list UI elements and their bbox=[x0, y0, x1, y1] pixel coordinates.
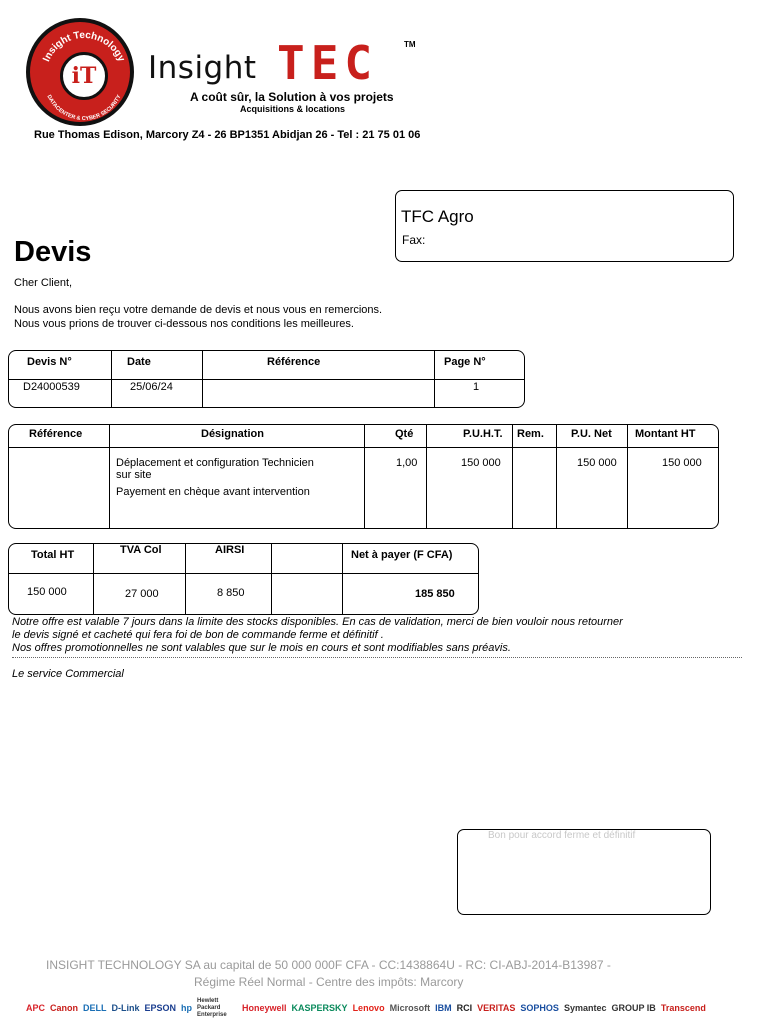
items-header-rem: Rem. bbox=[517, 428, 544, 440]
brand-trademark: TM bbox=[404, 40, 416, 49]
page-title: Devis bbox=[14, 236, 92, 268]
conditions-line-1: Notre offre est valable 7 jours dans la limite des stocks disponibles. En cas de validation, merci de bien vouloir nous retourner bbox=[12, 616, 623, 628]
greeting: Cher Client, bbox=[14, 277, 73, 289]
brand-logo-honeywell: Honeywell bbox=[242, 1003, 287, 1013]
brand-logo-lenovo: Lenovo bbox=[352, 1003, 385, 1013]
brand-logo-veritas: VERITAS bbox=[477, 1003, 516, 1013]
item-montant: 150 000 bbox=[662, 457, 702, 469]
brand-logo-kaspersky: KASPERSKY bbox=[291, 1003, 348, 1013]
brand-logo-transcend: Transcend bbox=[660, 1003, 706, 1013]
intro-line-2: Nous vous prions de trouver ci-dessous nos conditions les meilleures. bbox=[14, 318, 354, 330]
logo-ring-top-text: Insight Technology bbox=[41, 29, 127, 64]
partner-brands bbox=[26, 996, 706, 1020]
item-puht: 150 000 bbox=[461, 457, 501, 469]
company-logo bbox=[26, 18, 134, 126]
slogan: A coût sûr, la Solution à vos projets bbox=[190, 90, 394, 104]
company-address: Rue Thomas Edison, Marcory Z4 - 26 BP1351 Abidjan 26 - Tel : 21 75 01 06 bbox=[34, 129, 421, 141]
brand-logo-group-ib: GROUP IB bbox=[611, 1003, 656, 1013]
info-devis-number: D24000539 bbox=[23, 381, 80, 393]
items-header-reference: Référence bbox=[29, 428, 83, 440]
accord-box bbox=[457, 829, 711, 915]
item-note: Payement en chèque avant intervention bbox=[116, 486, 310, 498]
brand-logo-rci: RCI bbox=[456, 1003, 473, 1013]
totals-airsi: 8 850 bbox=[217, 587, 245, 599]
brand-logo-hewlett-packard-enterprise: Hewlett Packard Enterprise bbox=[197, 997, 227, 1018]
info-page-number: 1 bbox=[473, 381, 480, 393]
item-qty: 1,00 bbox=[396, 457, 418, 469]
items-header-punet: P.U. Net bbox=[571, 428, 612, 440]
footer-line-1: INSIGHT TECHNOLOGY SA au capital de 50 000 000F CFA - CC:1438864U - RC: CI-ABJ-2014-B13987 - bbox=[46, 958, 611, 972]
brand-logo-sophos: SOPHOS bbox=[520, 1003, 559, 1013]
service-commercial: Le service Commercial bbox=[12, 668, 124, 680]
info-header-date: Date bbox=[127, 356, 151, 368]
intro-text bbox=[14, 303, 382, 331]
brand-logo-apc: APC bbox=[26, 1003, 46, 1013]
brand-logo-canon: Canon bbox=[50, 1003, 79, 1013]
brand-tec: TEC bbox=[277, 36, 379, 90]
client-name: TFC Agro bbox=[401, 207, 474, 226]
brand-logo-ibm: IBM bbox=[435, 1003, 452, 1013]
item-punet: 150 000 bbox=[577, 457, 617, 469]
items-header-montant: Montant HT bbox=[635, 428, 696, 440]
totals-header-total-ht: Total HT bbox=[31, 549, 75, 561]
conditions-line-3: Nos offres promotionnelles ne sont valables que sur le mois en cours et sont modifiables sans préavis. bbox=[12, 642, 511, 654]
logo-letters: iT bbox=[71, 63, 97, 89]
brand-logo-microsoft: Microsoft bbox=[389, 1003, 431, 1013]
info-header-devis: Devis N° bbox=[27, 356, 72, 368]
items-table bbox=[8, 424, 719, 529]
totals-tva: 27 000 bbox=[125, 588, 159, 600]
totals-table bbox=[8, 543, 479, 615]
conditions-text bbox=[12, 616, 732, 655]
items-header-designation: Désignation bbox=[201, 428, 264, 440]
logo-inner-badge bbox=[60, 52, 108, 100]
info-date: 25/06/24 bbox=[130, 381, 173, 393]
accord-label: Bon pour accord ferme et définitif bbox=[488, 830, 636, 841]
client-fax-label: Fax: bbox=[402, 233, 426, 247]
totals-header-net: Net à payer (F CFA) bbox=[351, 549, 453, 561]
info-header-reference: Référence bbox=[267, 356, 321, 368]
intro-line-1: Nous avons bien reçu votre demande de devis et nous vous en remercions. bbox=[14, 304, 383, 316]
totals-header-tva: TVA Col bbox=[120, 544, 162, 556]
totals-total-ht: 150 000 bbox=[27, 586, 67, 598]
items-header-puht: P.U.H.T. bbox=[463, 428, 503, 440]
brand-logo-dell: DELL bbox=[83, 1003, 107, 1013]
totals-header-airsi: AIRSI bbox=[215, 544, 245, 556]
totals-net-a-payer: 185 850 bbox=[415, 588, 455, 600]
brand-logo-epson: EPSON bbox=[144, 1003, 177, 1013]
conditions-line-2: le devis signé et cacheté qui fera foi de bon de commande ferme et définitif . bbox=[12, 629, 384, 641]
subslogan: Acquisitions & locations bbox=[240, 104, 346, 114]
brand-insight: Insight bbox=[148, 50, 257, 86]
client-box bbox=[395, 190, 734, 262]
dotted-divider bbox=[12, 657, 742, 658]
brand-logo-symantec: Symantec bbox=[563, 1003, 607, 1013]
item-designation-line-2: sur site bbox=[116, 469, 152, 481]
items-header-qty: Qté bbox=[395, 428, 414, 440]
info-table bbox=[8, 350, 525, 408]
brand-logo-hp: hp bbox=[181, 1003, 193, 1013]
brand-logo-d-link: D-Link bbox=[111, 1003, 140, 1013]
table-row bbox=[116, 457, 314, 481]
footer-line-2: Régime Réel Normal - Centre des impôts: Marcory bbox=[194, 975, 464, 989]
item-designation-line-1: Déplacement et configuration Technicien bbox=[116, 457, 314, 469]
logo-ring-bottom-text: DATACENTER & CYBER SECURITY bbox=[45, 94, 123, 123]
info-header-page: Page N° bbox=[444, 356, 486, 368]
